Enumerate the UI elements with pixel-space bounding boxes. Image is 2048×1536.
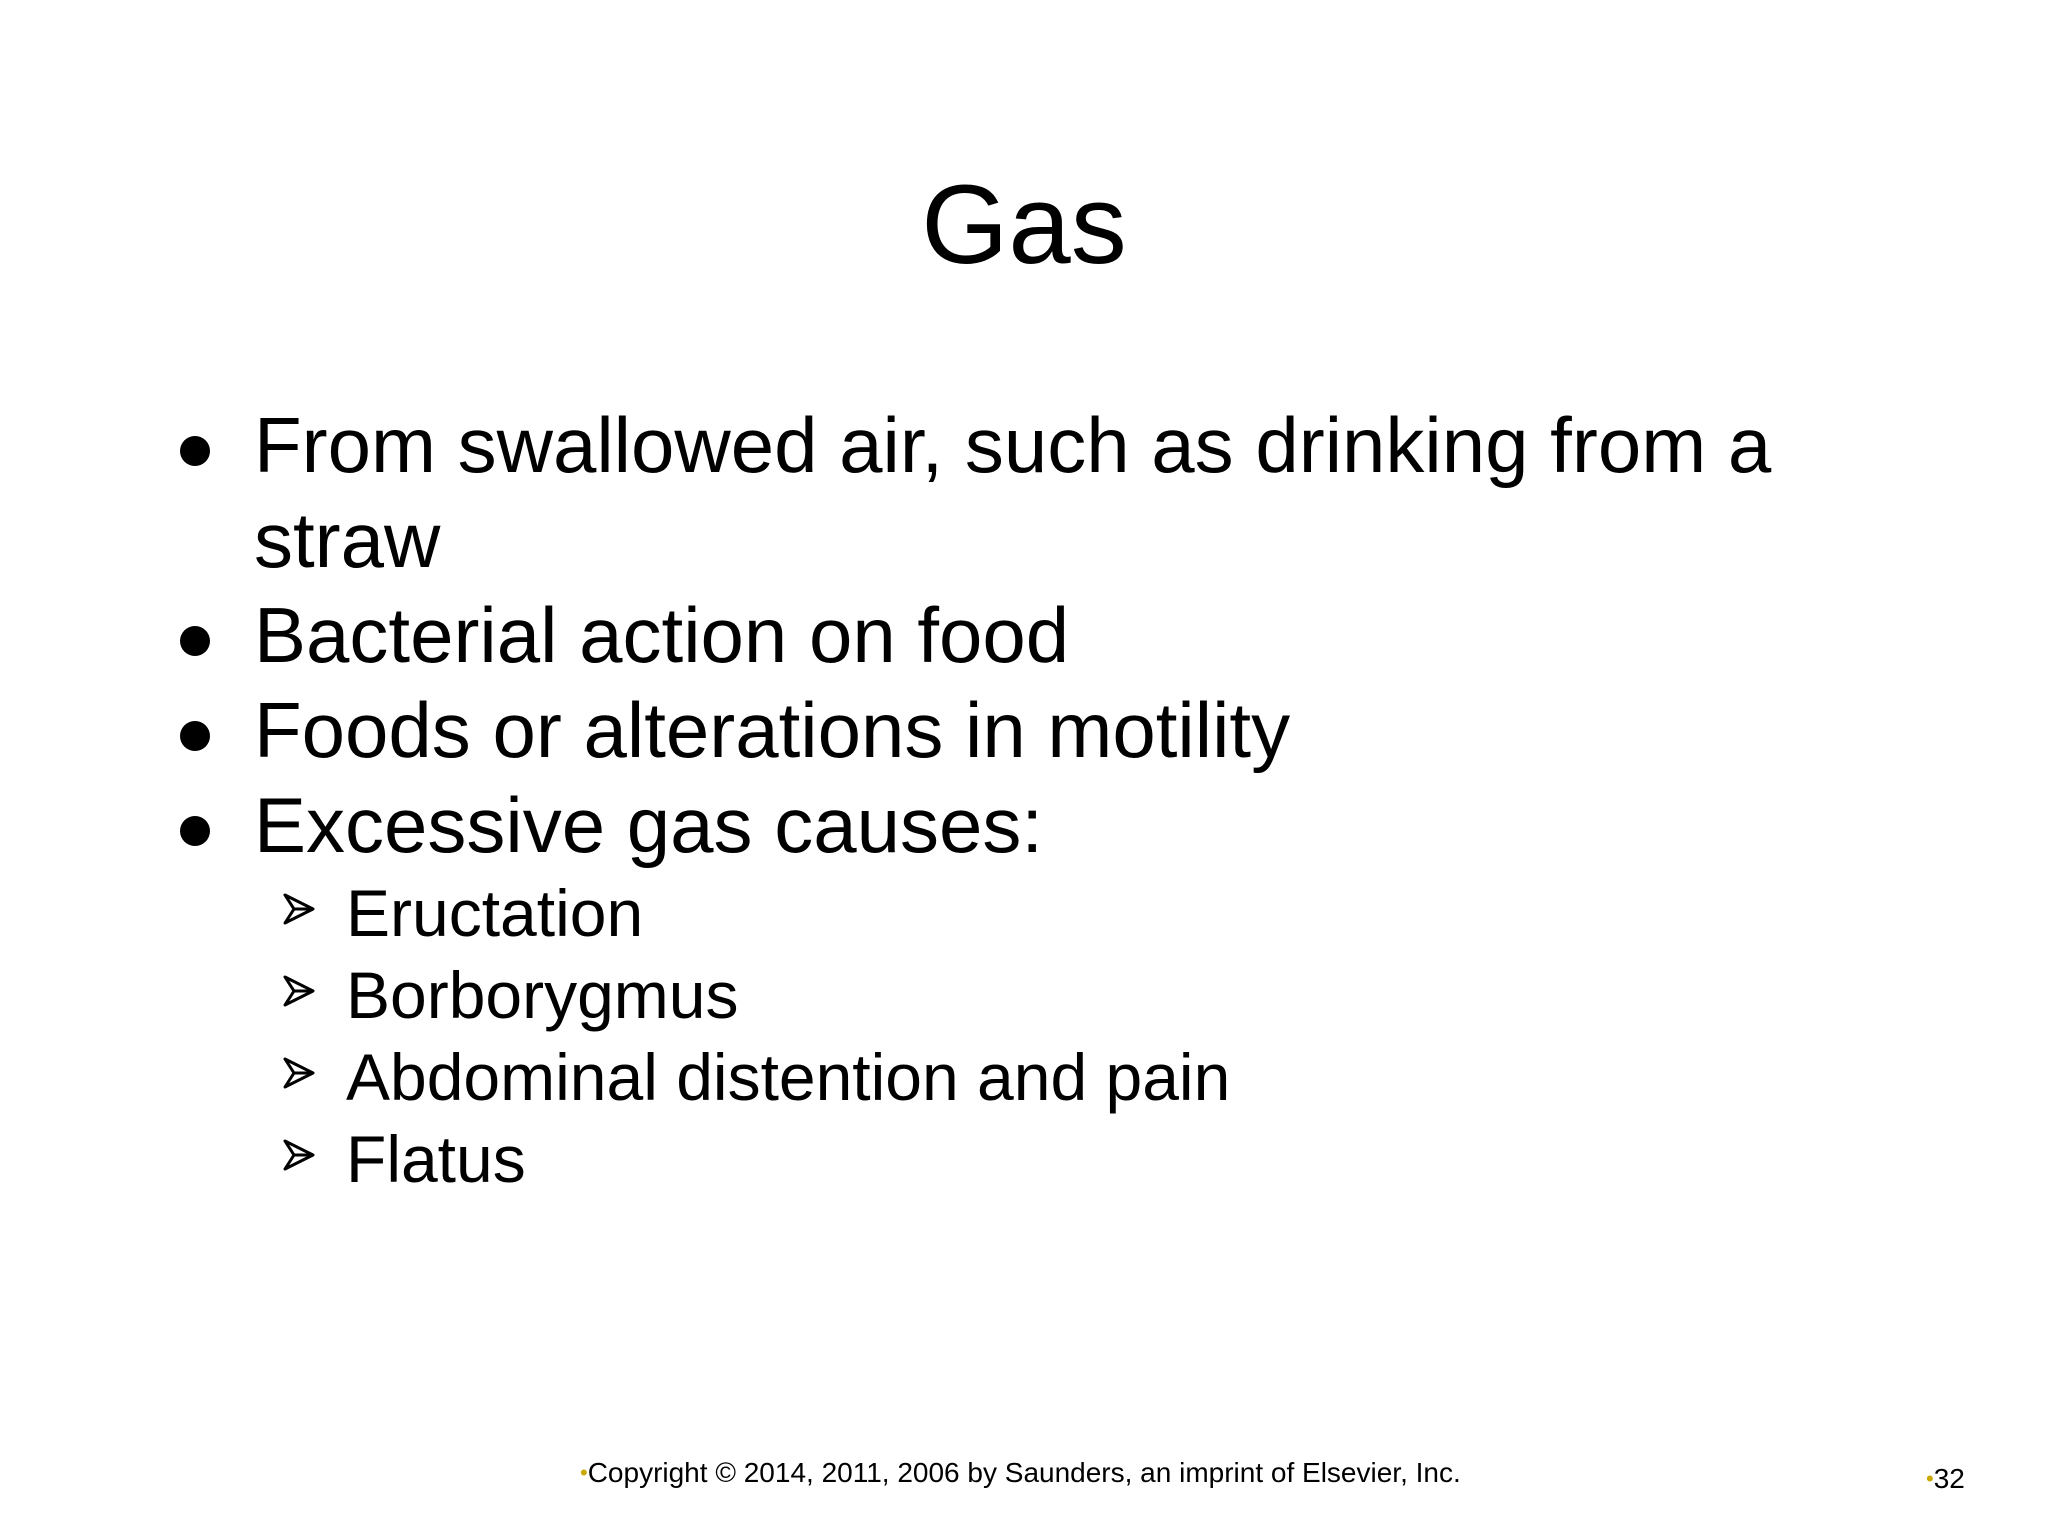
sub-bullet-item — [282, 872, 1230, 954]
copyright-footer — [580, 1456, 1461, 1490]
sub-bullet-text: Abdominal distention and pain — [346, 1040, 1231, 1114]
bullet-text: Excessive gas causes: — [254, 781, 1044, 869]
sub-bullet-list — [282, 872, 1230, 1200]
page-number-text: 32 — [1933, 1463, 1965, 1494]
filled-circle-icon — [180, 721, 210, 751]
bullet-list — [180, 398, 1900, 873]
filled-circle-icon — [180, 816, 210, 846]
filled-circle-icon — [180, 626, 210, 656]
bullet-item — [180, 398, 1900, 588]
bullet-text: Foods or alterations in motility — [254, 686, 1291, 774]
sub-bullet-text: Borborygmus — [346, 958, 739, 1032]
footer-bullet-icon: • — [580, 1460, 588, 1485]
bullet-item — [180, 778, 1900, 873]
sub-bullet-item — [282, 1118, 1230, 1200]
bullet-text: From swallowed air, such as drinking from a straw — [254, 401, 1772, 584]
arrowhead-icon — [282, 974, 316, 1008]
sub-bullet-text: Eructation — [346, 876, 644, 950]
bullet-item — [180, 588, 1900, 683]
slide-title: Gas — [921, 162, 1127, 287]
arrowhead-icon — [282, 1138, 316, 1172]
sub-bullet-item — [282, 954, 1230, 1036]
page-bullet-icon: • — [1926, 1466, 1934, 1491]
bullet-item — [180, 683, 1900, 778]
bullet-text: Bacterial action on food — [254, 591, 1070, 679]
arrowhead-icon — [282, 1056, 316, 1090]
filled-circle-icon — [180, 436, 210, 466]
copyright-text: Copyright © 2014, 2011, 2006 by Saunders, an imprint of Elsevier, Inc. — [587, 1457, 1461, 1488]
page-number — [1926, 1462, 1965, 1496]
arrowhead-icon — [282, 892, 316, 926]
sub-bullet-item — [282, 1036, 1230, 1118]
sub-bullet-text: Flatus — [346, 1122, 526, 1196]
